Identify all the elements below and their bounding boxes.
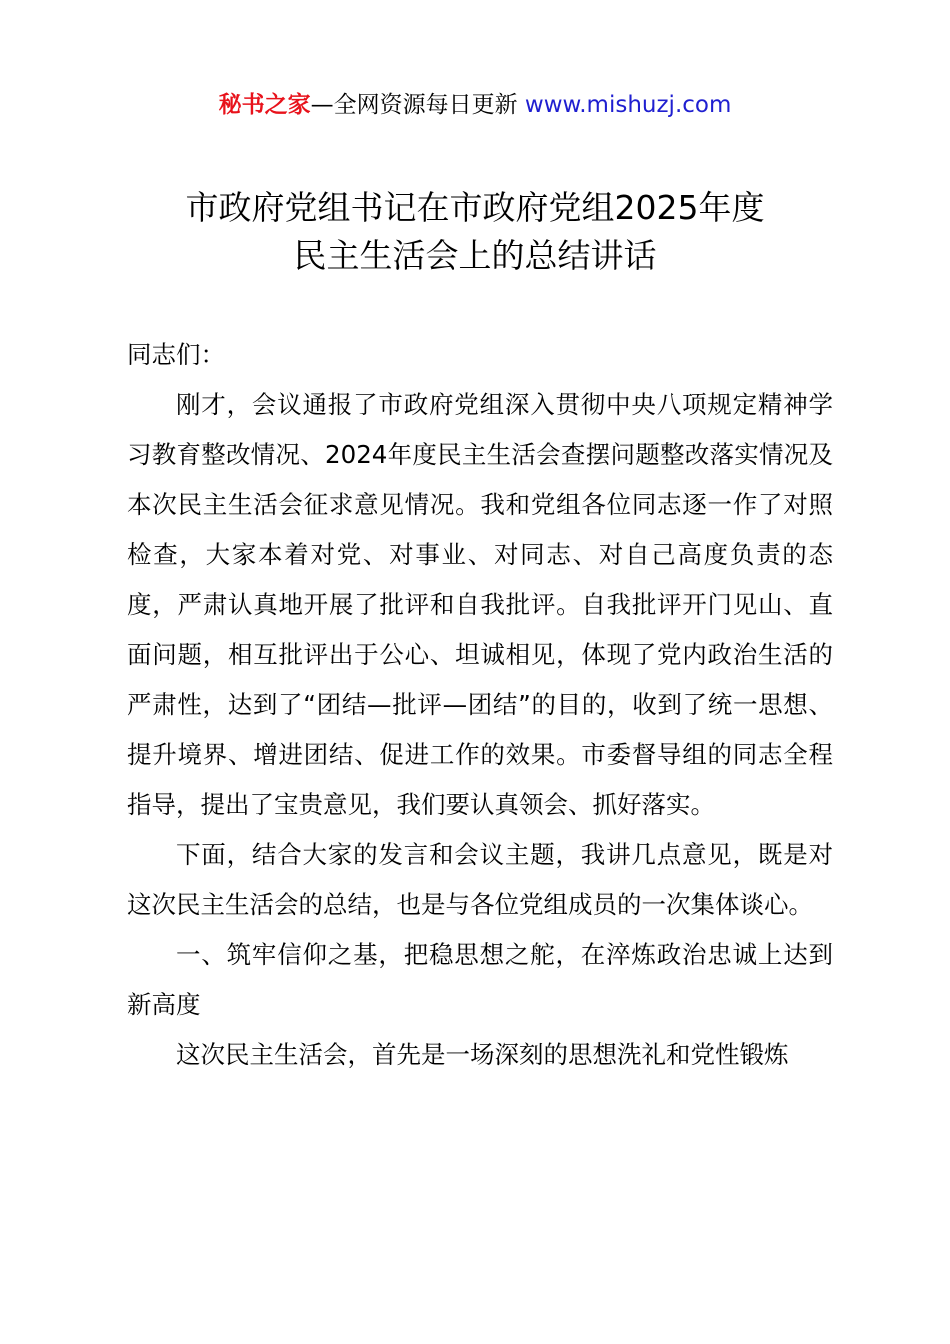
salutation: 同志们： <box>127 340 225 369</box>
header-tagline: —全网资源每日更新 <box>310 92 525 118</box>
brand-name: 秘书之家 <box>218 92 311 118</box>
document-body <box>127 330 833 1080</box>
title-line-1: 市政府党组书记在市政府党组2025年度 <box>185 188 765 227</box>
section-heading: 一、筑牢信仰之基，把稳思想之舵，在淬炼政治忠诚上达到新高度 <box>127 940 833 1019</box>
site-url-link[interactable]: www.mishuzj.com <box>524 92 732 118</box>
body-paragraph-3: 这次民主生活会，首先是一场深刻的思想洗礼和党性锻炼 <box>176 1040 789 1069</box>
site-header <box>0 88 950 122</box>
document-title <box>0 184 950 280</box>
body-paragraph-1: 刚才，会议通报了市政府党组深入贯彻中央八项规定精神学习教育整改情况、2024年度民主生活会查摆问题整改落实情况及本次民主生活会征求意见情况。我和党组各位同志逐一作了对照检查，大家本着对党、对事业、对同志、对自己高度负责的态度，严肃认真地开展了批评和自我批评。自我批评开门见山、直面问题，相互批评出于公心、坦诚相见，体现了党内政治生活的严肃性，达到了“团结—批评—团结”的目的，收到了统一思想、提升境界、增进团结、促进工作的效果。市委督导组的同志全程指导，提出了宝贵意见，我们要认真领会、抓好落实。 <box>127 390 833 819</box>
title-line-2: 民主生活会上的总结讲话 <box>293 236 657 275</box>
body-paragraph-2: 下面，结合大家的发言和会议主题，我讲几点意见，既是对这次民主生活会的总结，也是与各位党组成员的一次集体谈心。 <box>127 840 833 919</box>
